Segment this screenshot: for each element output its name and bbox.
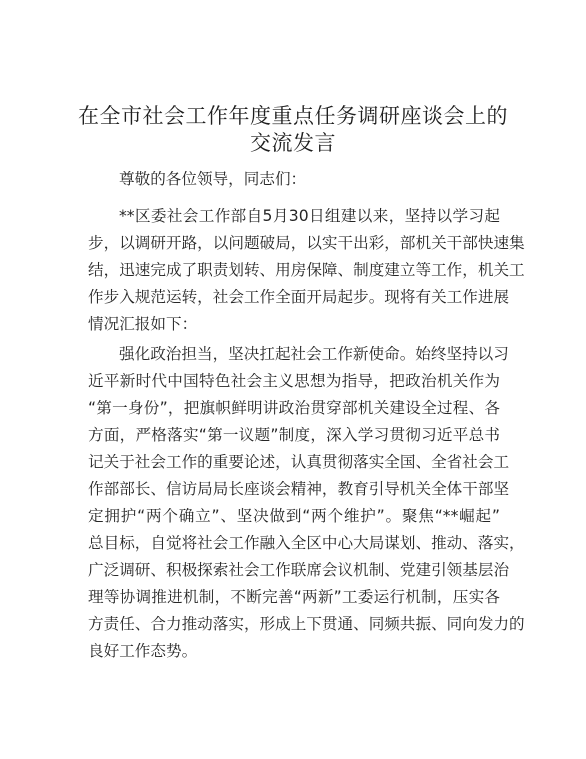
title-line-1: 在全市社会工作年度重点任务调研座谈会上的 [78, 104, 508, 128]
paragraph-2-line: 良好工作态势。 [88, 642, 198, 660]
paragraph-2-line: 方责任、合力推动落实，形成上下贯通、同频共振、同向发力的 [88, 615, 525, 633]
paragraph-2-line: 方面，严格落实“第一议题”制度，深入学习贯彻习近平总书 [88, 426, 500, 444]
paragraph-1-line: 结，迅速完成了职责划转、用房保障、制度建立等工作，机关工 [88, 261, 525, 279]
paragraph-2-line: 记关于社会工作的重要论述，认真贯彻落实全国、全省社会工 [88, 453, 510, 471]
paragraph-1 [88, 203, 525, 338]
paragraph-2-line: 强化政治担当，坚决扛起社会工作新使命。始终坚持以习 [119, 345, 509, 363]
paragraph-1-line: 作步入规范运转，社会工作全面开局起步。现将有关工作进展 [88, 288, 510, 306]
paragraph-2-line: 定拥护“两个确立”、坚决做到“两个维护”。聚焦“**崛起” [88, 507, 500, 525]
title-line-2: 交流发言 [250, 131, 336, 155]
paragraph-2-line: 近平新时代中国特色社会主义思想为指导，把政治机关作为 [88, 372, 500, 390]
paragraph-2-line: 广泛调研、积极探索社会工作联席会议机制、党建引领基层治 [88, 561, 510, 579]
paragraph-1-line: **区委社会工作部自5月30日组建以来，坚持以学习起 [119, 207, 500, 225]
paragraph-2 [88, 341, 525, 665]
paragraph-1-line: 情况汇报如下： [88, 315, 198, 333]
paragraph-2-line: 总目标，自觉将社会工作融入全区中心大局谋划、推动、落实， [88, 534, 525, 552]
paragraph-2-line: 理等协调推进机制，不断完善“两新”工委运行机制，压实各 [88, 588, 500, 606]
paragraph-1-line: 步，以调研开路，以问题破局，以实干出彩，部机关干部快速集 [88, 234, 525, 252]
document-title [70, 102, 516, 156]
paragraph-2-line: “第一身份”，把旗帜鲜明讲政治贯穿部机关建设全过程、各 [88, 399, 500, 417]
paragraph-2-line: 作部部长、信访局局长座谈会精神，教育引导机关全体干部坚 [88, 480, 510, 498]
salutation: 尊敬的各位领导，同志们： [119, 170, 307, 188]
